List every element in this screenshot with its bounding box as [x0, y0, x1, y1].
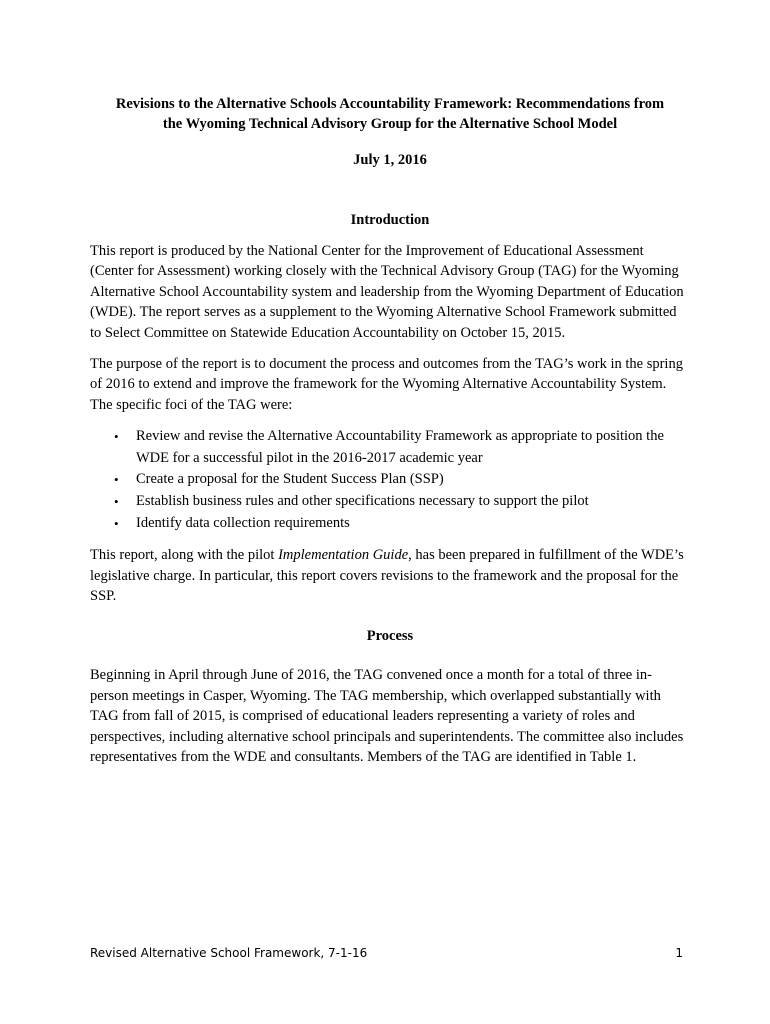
- paragraph-text: This report, along with the pilot: [90, 547, 279, 564]
- introduction-paragraph-1: This report is produced by the National Center for the Improvement of Educational Assessment (Center for Assessment) working closely with the Technical Advisory Group (TAG) for the Wyoming Alternative School Accountability system and leadership from the Wyoming Department of Education (WDE). The report serves as a supplement to the Wyoming Alternative School Framework submitted to Select Committee on Statewide Education Accountability on October 15, 2015.: [90, 243, 684, 341]
- document-title-line2: the Wyoming Technical Advisory Group for the Alternative School Model: [162, 116, 618, 132]
- list-item-text: Review and revise the Alternative Accountability Framework as appropriate to position the WDE for a successful pilot in the 2016-2017 academic year: [136, 428, 664, 466]
- list-item: [90, 491, 690, 513]
- process-paragraph-1: Beginning in April through June of 2016, the TAG convened once a month for a total of three in-person meetings in Casper, Wyoming. The TAG membership, which overlapped substantially with TAG from fall of 2015, is comprised of educational leaders representing a variety of roles and perspectives, including alternative school principals and superintendents. The committee also includes representatives from the WDE and consultants. Members of the TAG are identified in Table 1.: [90, 667, 684, 766]
- foci-list: [90, 426, 690, 534]
- introduction-paragraph-3: [90, 545, 690, 606]
- implementation-guide-title: Implementation Guide: [278, 547, 409, 564]
- list-item-text: Identify data collection requirements: [136, 514, 350, 531]
- list-item: [90, 469, 690, 491]
- list-item: [90, 426, 690, 469]
- bullet-icon: •: [114, 494, 119, 510]
- list-item: [90, 513, 690, 535]
- bullet-icon: •: [114, 472, 119, 488]
- bullet-icon: •: [114, 429, 119, 445]
- process-heading: Process: [366, 628, 414, 645]
- introduction-paragraph-2: The purpose of the report is to document the process and outcomes from the TAG’s work in the spring of 2016 to extend and improve the framework for the Wyoming Alternative Accountability System. The specific foci of the TAG were:: [90, 356, 683, 413]
- bullet-icon: •: [114, 515, 119, 531]
- introduction-heading: Introduction: [350, 212, 430, 228]
- list-item-text: Establish business rules and other specifications necessary to support the pilot: [136, 493, 589, 510]
- page-footer: [90, 943, 683, 963]
- list-item-text: Create a proposal for the Student Success Plan (SSP): [136, 471, 444, 488]
- document-title-line1: Revisions to the Alternative Schools Accountability Framework: Recommendations from: [115, 96, 665, 112]
- document-title: [90, 94, 690, 134]
- document-date: July 1, 2016: [353, 152, 427, 168]
- paragraph-text: , has been prepared in fulfillment of the WDE’s legislative charge. In particular, this report covers revisions to the framework and the proposal for the SSP.: [90, 547, 684, 605]
- footer-text: Revised Alternative School Framework, 7-1-16: [90, 946, 368, 960]
- page-number: 1: [675, 946, 683, 960]
- page-content: [90, 94, 690, 767]
